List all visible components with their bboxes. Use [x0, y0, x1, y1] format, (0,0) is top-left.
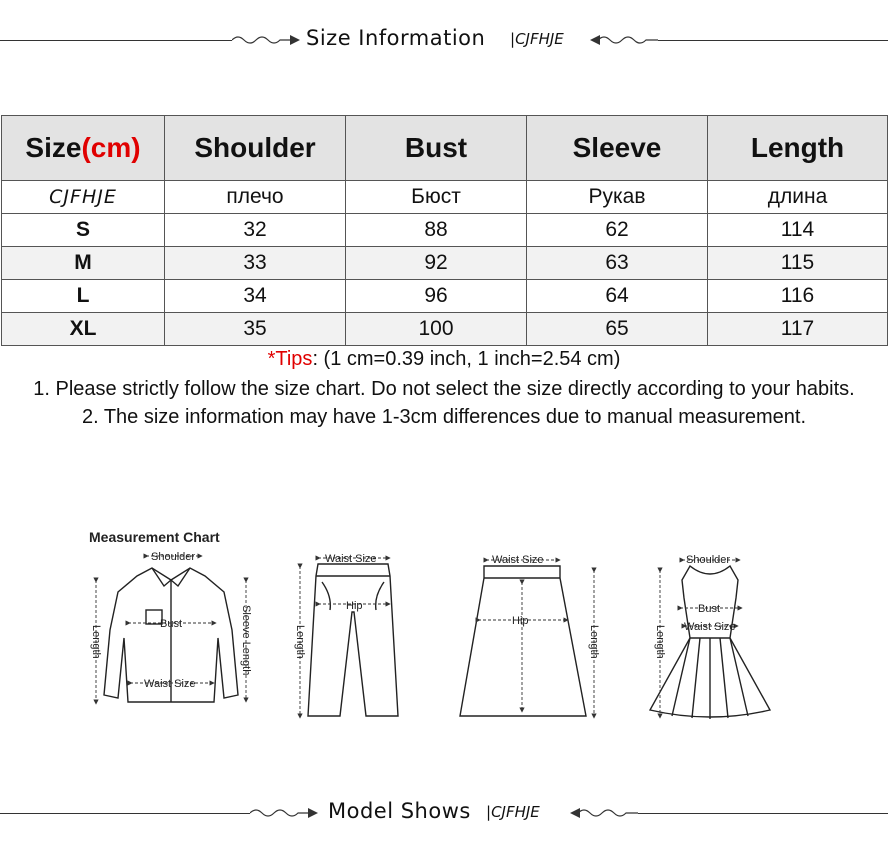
dress-waist-label: Waist Size	[684, 621, 736, 633]
swirl-arrow-icon	[232, 32, 302, 48]
cell-size: M	[2, 247, 165, 280]
footer-banner-title: Model Shows	[328, 799, 471, 823]
dress-illustration	[650, 566, 770, 719]
table-row	[2, 313, 888, 346]
pants-illustration	[308, 564, 398, 716]
header-sleeve: Sleeve	[527, 116, 708, 181]
banner-line-left	[0, 40, 232, 41]
cell-bust: 96	[346, 280, 527, 313]
cell-length: 114	[708, 214, 888, 247]
note-2: 2. The size information may have 1-3cm differences due to manual measurement.	[81, 406, 807, 428]
skirt-illustration	[460, 566, 586, 716]
shirt-waist-label: Waist Size	[144, 678, 196, 690]
header-length: Length	[708, 116, 888, 181]
swirl-arrow-icon	[588, 32, 658, 48]
shirt-sleeve-label: Sleeve Length	[240, 605, 252, 676]
banner-title: Size Information	[306, 26, 486, 50]
note-1: 1. Please strictly follow the size chart. Do not select the size directly according to your habits.	[33, 378, 855, 400]
cell-sleeve: 64	[527, 280, 708, 313]
subheader-length: длина	[708, 181, 888, 214]
dress-length-label: Length	[654, 625, 666, 659]
footer-banner-brand: |CJFHJE	[486, 803, 540, 821]
pants-hip-label: Hip	[346, 600, 363, 612]
subheader-sleeve: Рукав	[527, 181, 708, 214]
banner-line-right	[658, 40, 888, 41]
skirt-hip-label: Hip	[512, 615, 529, 627]
cell-size: XL	[2, 313, 165, 346]
header-shoulder: Shoulder	[165, 116, 346, 181]
header-size-unit: (cm)	[81, 132, 141, 163]
skirt-waist-label: Waist Size	[492, 554, 544, 566]
dress-bust-label: Bust	[698, 603, 721, 615]
table-row	[2, 280, 888, 313]
table-row	[2, 214, 888, 247]
pants-length-label: Length	[294, 625, 306, 659]
size-table	[1, 115, 888, 346]
header-size: Size(cm)	[2, 116, 165, 181]
header-bust: Bust	[346, 116, 527, 181]
table-header-row	[2, 116, 888, 181]
cell-shoulder: 34	[165, 280, 346, 313]
table-subheader-row	[2, 181, 888, 214]
model-shows-banner	[0, 799, 888, 829]
skirt-length-label: Length	[588, 625, 600, 659]
cell-bust: 92	[346, 247, 527, 280]
swirl-arrow-icon	[250, 805, 320, 821]
subheader-shoulder: плечо	[165, 181, 346, 214]
cell-shoulder: 35	[165, 313, 346, 346]
subheader-bust: Бюст	[346, 181, 527, 214]
subheader-brand: CJFHJE	[2, 181, 165, 214]
banner-line-left	[0, 813, 250, 814]
cell-size: S	[2, 214, 165, 247]
dress-shoulder-label: Shoulder	[686, 554, 731, 566]
shirt-shoulder-label: Shoulder	[151, 551, 196, 563]
tips-label: *Tips	[267, 348, 313, 370]
cell-length: 116	[708, 280, 888, 313]
measurement-chart-svg	[0, 520, 888, 730]
cell-shoulder: 32	[165, 214, 346, 247]
cell-length: 117	[708, 313, 888, 346]
cell-sleeve: 62	[527, 214, 708, 247]
cell-bust: 88	[346, 214, 527, 247]
measurement-chart	[0, 520, 888, 730]
banner-line-right	[638, 813, 888, 814]
cell-length: 115	[708, 247, 888, 280]
size-information-banner	[0, 26, 888, 56]
cell-shoulder: 33	[165, 247, 346, 280]
shirt-length-label: Length	[90, 625, 102, 659]
cell-bust: 100	[346, 313, 527, 346]
swirl-arrow-icon	[568, 805, 638, 821]
table-row	[2, 247, 888, 280]
shirt-bust-label: Bust	[160, 618, 183, 630]
cell-size: L	[2, 280, 165, 313]
tips-text: : (1 cm=0.39 inch, 1 inch=2.54 cm)	[312, 348, 621, 370]
pants-waist-label: Waist Size	[325, 553, 377, 565]
skirt-measure-lines	[478, 560, 594, 716]
cell-sleeve: 63	[527, 247, 708, 280]
banner-brand: |CJFHJE	[510, 30, 564, 48]
cell-sleeve: 65	[527, 313, 708, 346]
tips-line	[0, 348, 888, 371]
measurement-chart-title: Measurement Chart	[89, 529, 220, 545]
